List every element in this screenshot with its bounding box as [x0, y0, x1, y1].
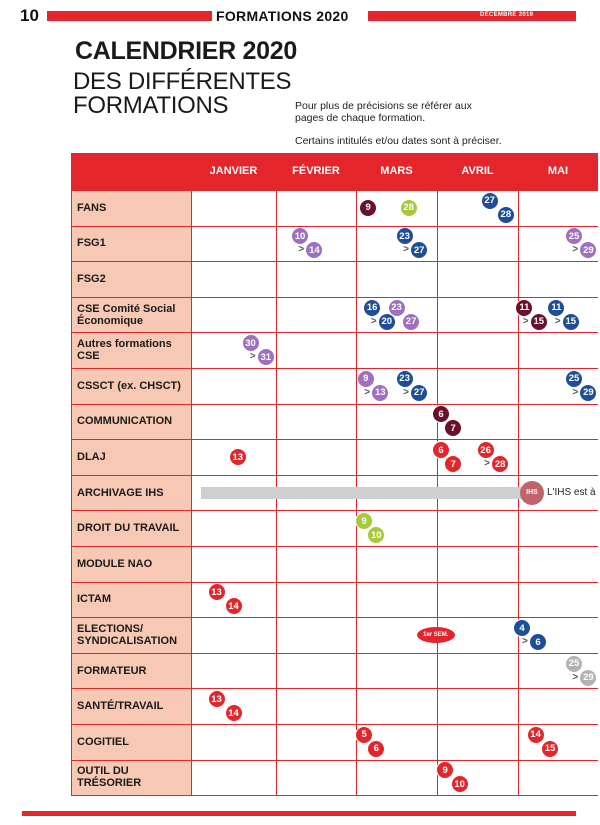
date-badge: 9	[355, 512, 373, 530]
row-label: FANS	[77, 201, 107, 214]
range-arrow: >	[572, 386, 579, 398]
header-rule-right	[368, 11, 576, 21]
ihs-badge: IHS	[520, 481, 544, 505]
row-label: ELECTIONS/ SYNDICALISATION	[77, 622, 178, 647]
row-label: ARCHIVAGE IHS	[77, 486, 164, 499]
date-badge: 13	[229, 448, 247, 466]
date-badge: 28	[491, 455, 509, 473]
range-arrow: >	[522, 636, 528, 647]
date-badge: 4	[513, 619, 531, 637]
date-badge: 13	[208, 690, 226, 708]
date-badge: 25	[565, 655, 583, 673]
date-badge: 13	[371, 384, 389, 402]
row-label: COMMUNICATION	[77, 415, 173, 428]
page-subtitle: DES DIFFÉRENTES FORMATIONS	[73, 68, 292, 119]
row-label: FORMATEUR	[77, 664, 147, 677]
range-arrow: >	[522, 315, 529, 327]
page-number: 10	[20, 6, 39, 25]
row-label: DROIT DU TRAVAIL	[77, 522, 180, 535]
date-badge: 7	[444, 455, 462, 473]
header-rule-left	[47, 11, 212, 21]
range-arrow: >	[249, 351, 256, 363]
date-badge: 25	[565, 370, 583, 388]
range-arrow: >	[403, 244, 410, 256]
training-calendar-grid	[71, 153, 599, 811]
date-badge: 14	[225, 597, 243, 615]
month-header-2: FÉVRIER	[292, 165, 340, 177]
date-badge: 6	[367, 740, 385, 758]
date-badge: 27	[481, 192, 499, 210]
footer-rule	[22, 811, 576, 816]
date-badge: 6	[529, 633, 547, 651]
date-badge: 23	[388, 299, 406, 317]
date-badge: 13	[208, 583, 226, 601]
section-title: FORMATIONS 2020	[216, 8, 349, 24]
date-badge: 29	[579, 384, 597, 402]
month-header-1: JANVIER	[209, 165, 258, 177]
date-badge: 10	[367, 526, 385, 544]
row-label: FSG2	[77, 272, 106, 285]
issue-date: DÉCEMBRE 2019	[480, 12, 534, 18]
row-label: CSSCT (ex. CHSCT)	[77, 379, 181, 392]
month-header-5: MAI	[547, 165, 569, 177]
date-badge: 10	[451, 775, 469, 793]
date-badge: 5	[355, 726, 373, 744]
date-badge: 27	[402, 313, 420, 331]
range-arrow: >	[484, 458, 491, 469]
grid-row-line	[71, 795, 598, 796]
row-label: SANTÉ/TRAVAIL	[77, 700, 164, 713]
range-arrow: >	[370, 315, 377, 327]
row-label: Autres formations CSE	[77, 338, 172, 363]
date-badge: 10	[291, 227, 309, 245]
date-badge: 29	[579, 669, 597, 687]
archive-timeline-bar	[201, 487, 533, 499]
range-arrow: >	[403, 386, 410, 398]
date-badge: 15	[562, 313, 580, 331]
row-label: OUTIL DU TRÉSORIER	[77, 765, 142, 790]
range-arrow: >	[572, 671, 579, 683]
date-badge: 14	[305, 241, 323, 259]
grid-col-line	[356, 153, 357, 795]
range-arrow: >	[298, 244, 305, 256]
date-badge: 9	[357, 370, 375, 388]
grid-col-line	[518, 153, 519, 795]
date-badge: 9	[436, 761, 454, 779]
date-badge: 29	[579, 241, 597, 259]
date-badge: 23	[396, 227, 414, 245]
date-badge: 11	[547, 299, 565, 317]
page-title: CALENDRIER 2020	[75, 37, 297, 65]
date-badge: 11	[515, 299, 533, 317]
month-header-4: AVRIL	[461, 165, 494, 177]
date-badge: 14	[225, 704, 243, 722]
date-badge: 14	[527, 726, 545, 744]
date-badge: 16	[363, 299, 381, 317]
row-label: CSE Comité Social Économique	[77, 302, 176, 327]
date-badge: 28	[497, 206, 515, 224]
row-label: MODULE NAO	[77, 557, 153, 570]
date-badge: 31	[257, 348, 275, 366]
month-header-3: MARS	[380, 165, 413, 177]
date-badge: 28	[400, 199, 418, 217]
date-badge: 7	[444, 419, 462, 437]
date-badge: 26	[477, 441, 495, 459]
date-badge: 27	[410, 241, 428, 259]
grid-col-line	[276, 153, 277, 795]
date-badge: 25	[565, 227, 583, 245]
date-badge: 9	[359, 199, 377, 217]
ihs-note: L'IHS est à	[547, 486, 596, 498]
grid-col-line	[71, 153, 72, 795]
row-label: DLAJ	[77, 450, 106, 463]
grid-col-line	[437, 153, 438, 795]
range-arrow: >	[572, 244, 579, 256]
note-references: Pour plus de précisions se référer aux pages de chaque formation.	[295, 100, 472, 124]
date-badge: 27	[410, 384, 428, 402]
row-label: ICTAM	[77, 593, 112, 606]
date-badge: 6	[432, 441, 450, 459]
date-badge: 20	[378, 313, 396, 331]
first-semester-badge: 1er SEM.	[417, 627, 455, 643]
date-badge: 30	[242, 334, 260, 352]
range-arrow: >	[554, 315, 561, 327]
row-label: COGITIEL	[77, 735, 129, 748]
note-to-be-specified: Certains intitulés et/ou dates sont à préciser.	[295, 135, 502, 147]
date-badge: 23	[396, 370, 414, 388]
date-badge: 6	[432, 405, 450, 423]
date-badge: 15	[530, 313, 548, 331]
grid-col-line	[191, 153, 192, 795]
date-badge: 15	[541, 740, 559, 758]
range-arrow: >	[364, 386, 371, 398]
row-label: FSG1	[77, 237, 106, 250]
